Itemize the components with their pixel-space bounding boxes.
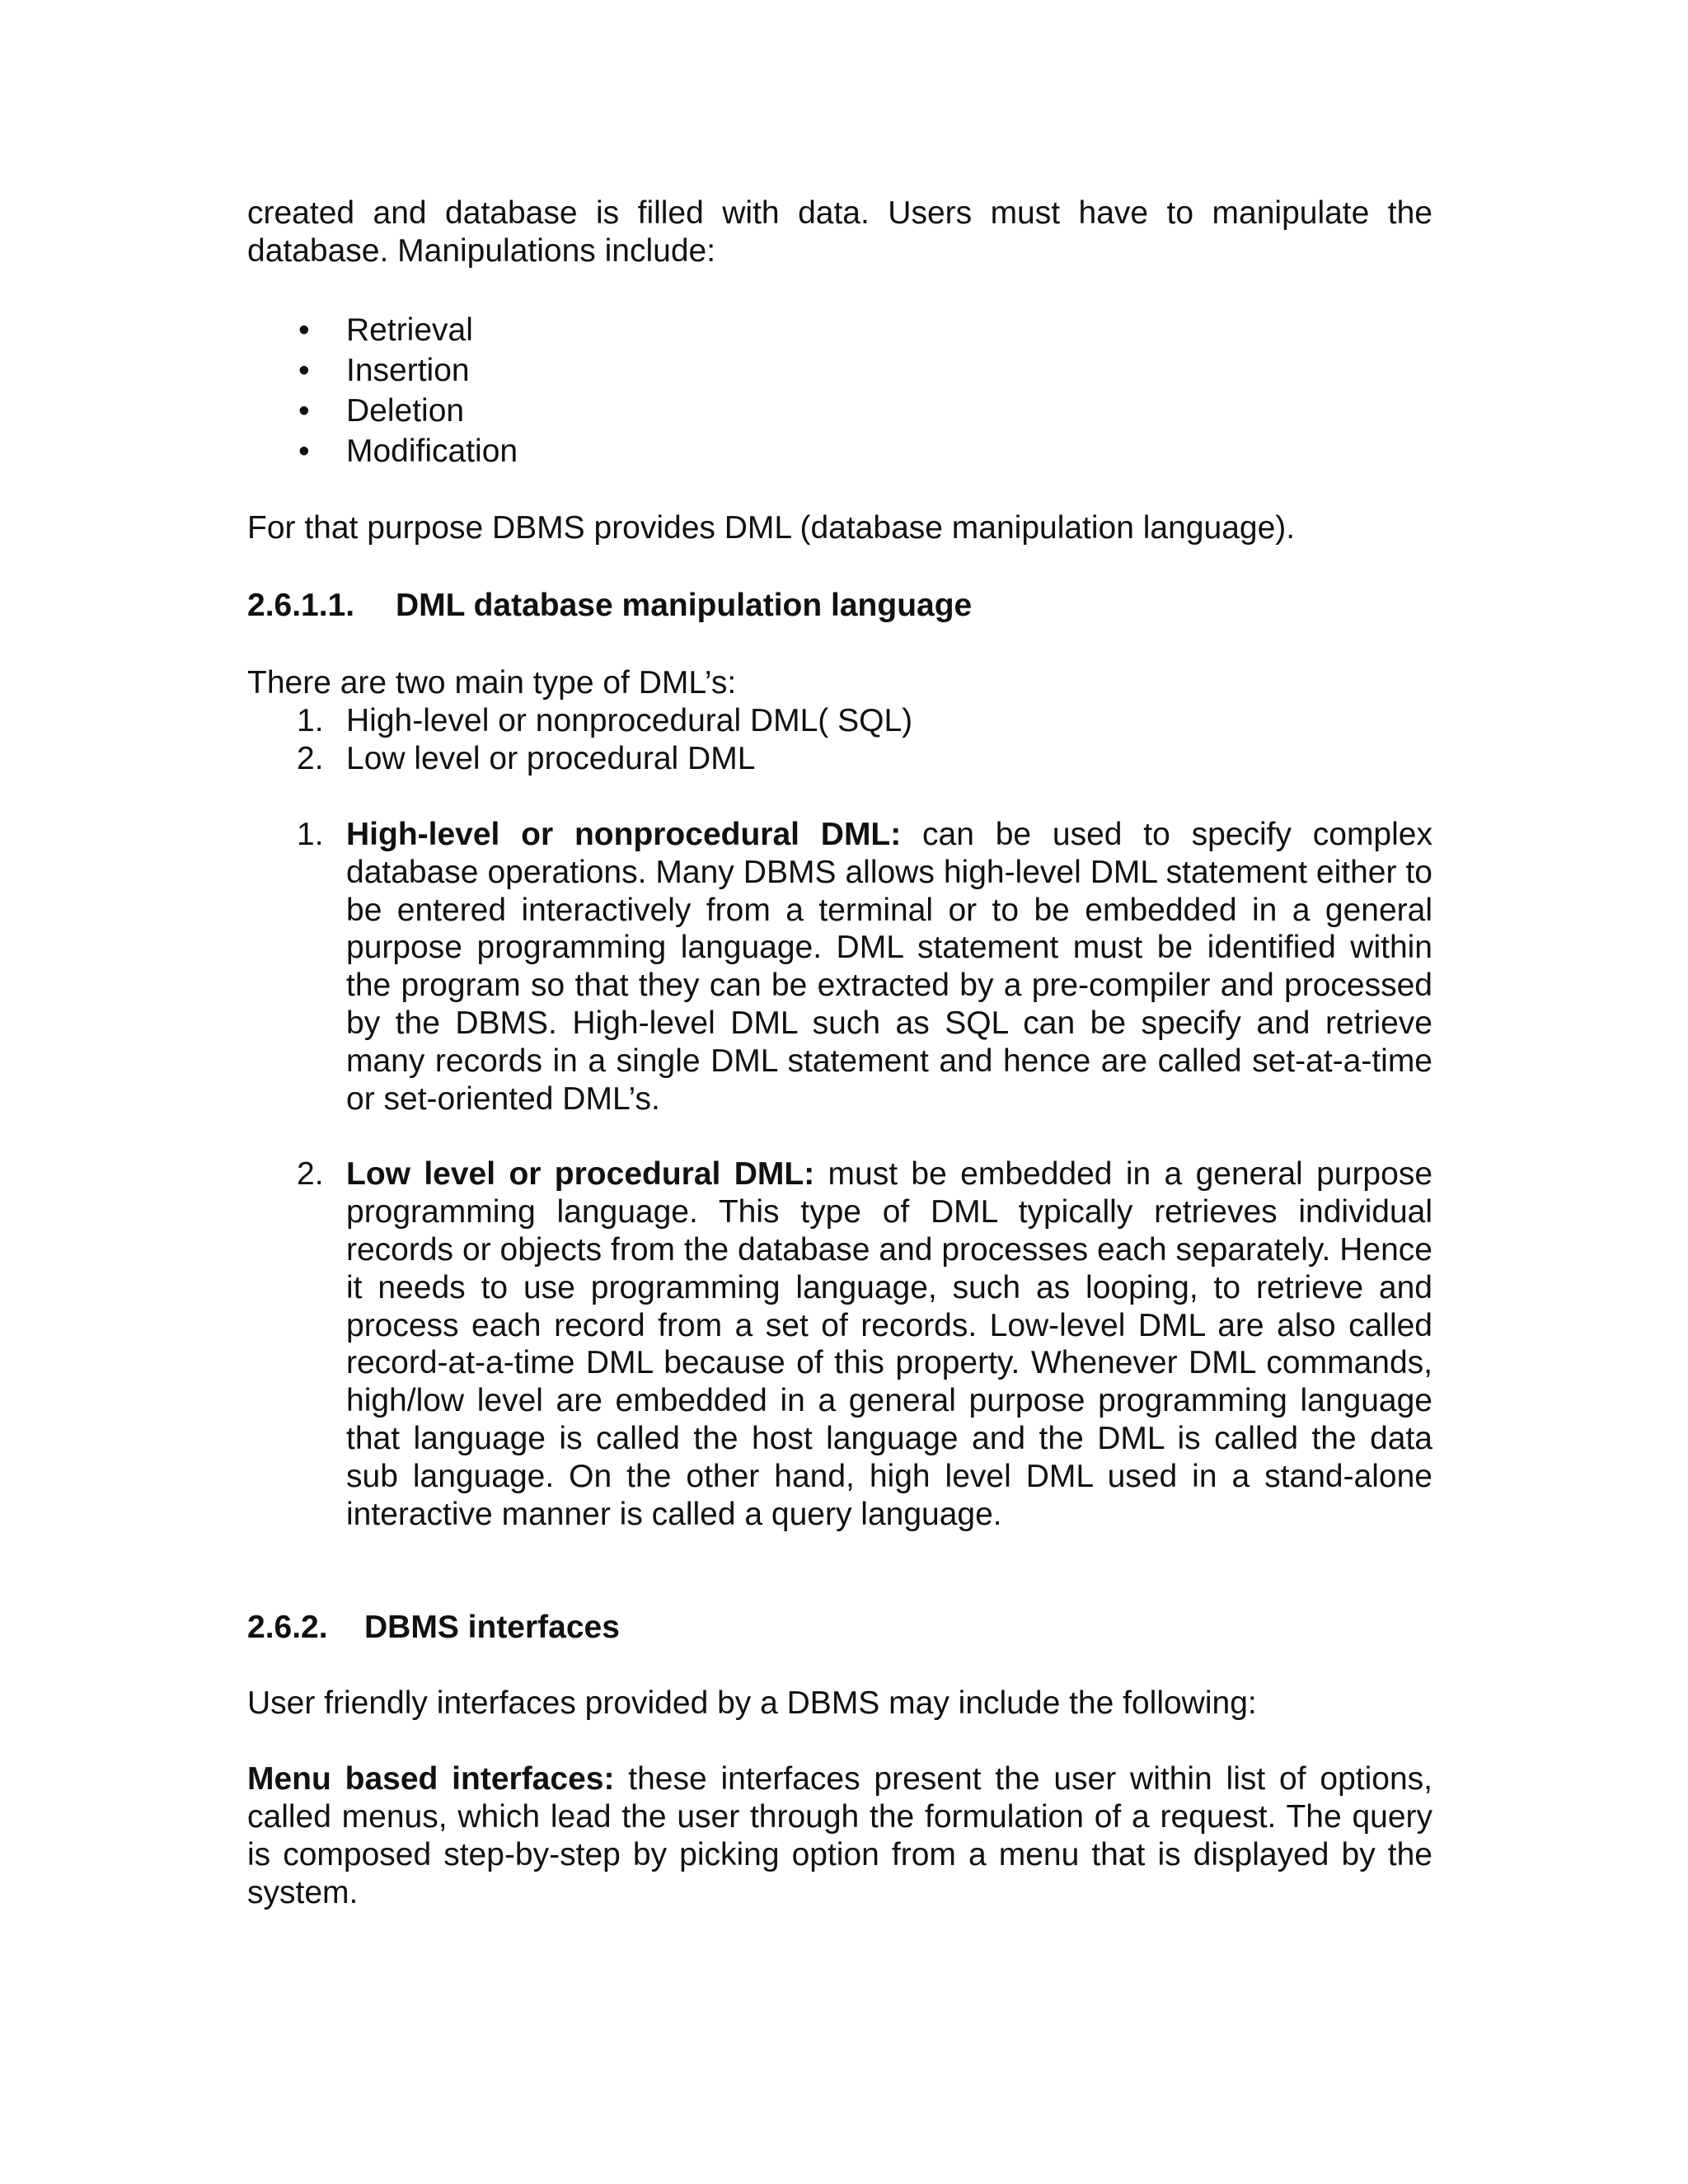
dml-details-list bbox=[247, 816, 1432, 1533]
list-item bbox=[247, 350, 1432, 391]
manipulations-list bbox=[247, 310, 1432, 471]
list-item-text: Deletion bbox=[346, 393, 465, 429]
menu-interfaces-paragraph bbox=[247, 1760, 1432, 1912]
term-label: Menu based interfaces: bbox=[247, 1761, 615, 1797]
list-item-text: High-level or nonprocedural DML( SQL) bbox=[346, 703, 913, 738]
dml-types-list bbox=[247, 702, 1432, 778]
intro-paragraph: created and database is filled with data. Users must have to manipulate the database. Manipulations include: bbox=[247, 195, 1432, 269]
list-item bbox=[247, 816, 1432, 1118]
list-item bbox=[247, 431, 1432, 471]
list-marker: 1. bbox=[297, 817, 324, 852]
list-marker: 2. bbox=[297, 741, 324, 776]
bullet-icon: • bbox=[298, 434, 310, 469]
term-description: these interfaces present the user within list of options, called menus, which lead the user through the formulation of a request. The query is composed step-by-step by picking option from a menu that is displayed by the system. bbox=[247, 1761, 1432, 1911]
dml-section-heading bbox=[247, 587, 1432, 625]
term-label: Low level or procedural DML: bbox=[346, 1156, 815, 1193]
list-item bbox=[247, 310, 1432, 350]
page-content bbox=[247, 194, 1432, 1912]
section-title: DBMS interfaces bbox=[364, 1610, 620, 1646]
list-marker: 1. bbox=[297, 703, 324, 738]
list-item-text: Low level or procedural DML bbox=[346, 741, 756, 776]
list-item bbox=[247, 740, 1432, 778]
list-item bbox=[247, 702, 1432, 740]
list-item-text: Insertion bbox=[346, 353, 470, 388]
term-description: can be used to specify complex database operations. Many DBMS allows high-level DML statement either to be entered interactively from a terminal or to be embedded in a general purpose programming language. DML statement must be identified within the program so that they can be extracted by a pre-compiler and processed by the DBMS. High-level DML such as SQL can be specify and retrieve many records in a single DML statement and hence are called set-at-a-time or set-oriented DML’s. bbox=[346, 817, 1432, 1117]
section-number: 2.6.2. bbox=[247, 1610, 328, 1646]
section-number: 2.6.1.1. bbox=[247, 588, 355, 623]
dml-intro: There are two main type of DML’s: bbox=[247, 665, 737, 701]
list-marker: 2. bbox=[297, 1156, 324, 1193]
bullet-icon: • bbox=[298, 353, 310, 388]
list-item bbox=[247, 391, 1432, 431]
purpose-sentence: For that purpose DBMS provides DML (database manipulation language). bbox=[247, 510, 1296, 546]
section-title: DML database manipulation language bbox=[396, 588, 973, 623]
interfaces-intro: User friendly interfaces provided by a DBMS may include the following: bbox=[247, 1685, 1257, 1722]
list-item-text: Retrieval bbox=[346, 312, 473, 348]
list-item bbox=[247, 1155, 1432, 1533]
bullet-icon: • bbox=[298, 393, 310, 429]
term-label: High-level or nonprocedural DML: bbox=[346, 817, 902, 852]
list-item-text: Modification bbox=[346, 434, 518, 469]
interfaces-section-heading bbox=[247, 1609, 1432, 1647]
bullet-icon: • bbox=[298, 312, 310, 348]
term-description: must be embedded in a general purpose programming language. This type of DML typically retrieves individual records or objects from the database and processes each separately. Hence it needs to use programming language, such as looping, to retrieve and process each record from a set of records. Low-level DML are also called record-at-a-time DML because of this property. Whenever DML commands, high/low level are embedded in a general purpose programming language that language is called the host language and the DML is called the data sub language. On the other hand, high level DML used in a stand-alone interactive manner is called a query language. bbox=[346, 1156, 1433, 1532]
